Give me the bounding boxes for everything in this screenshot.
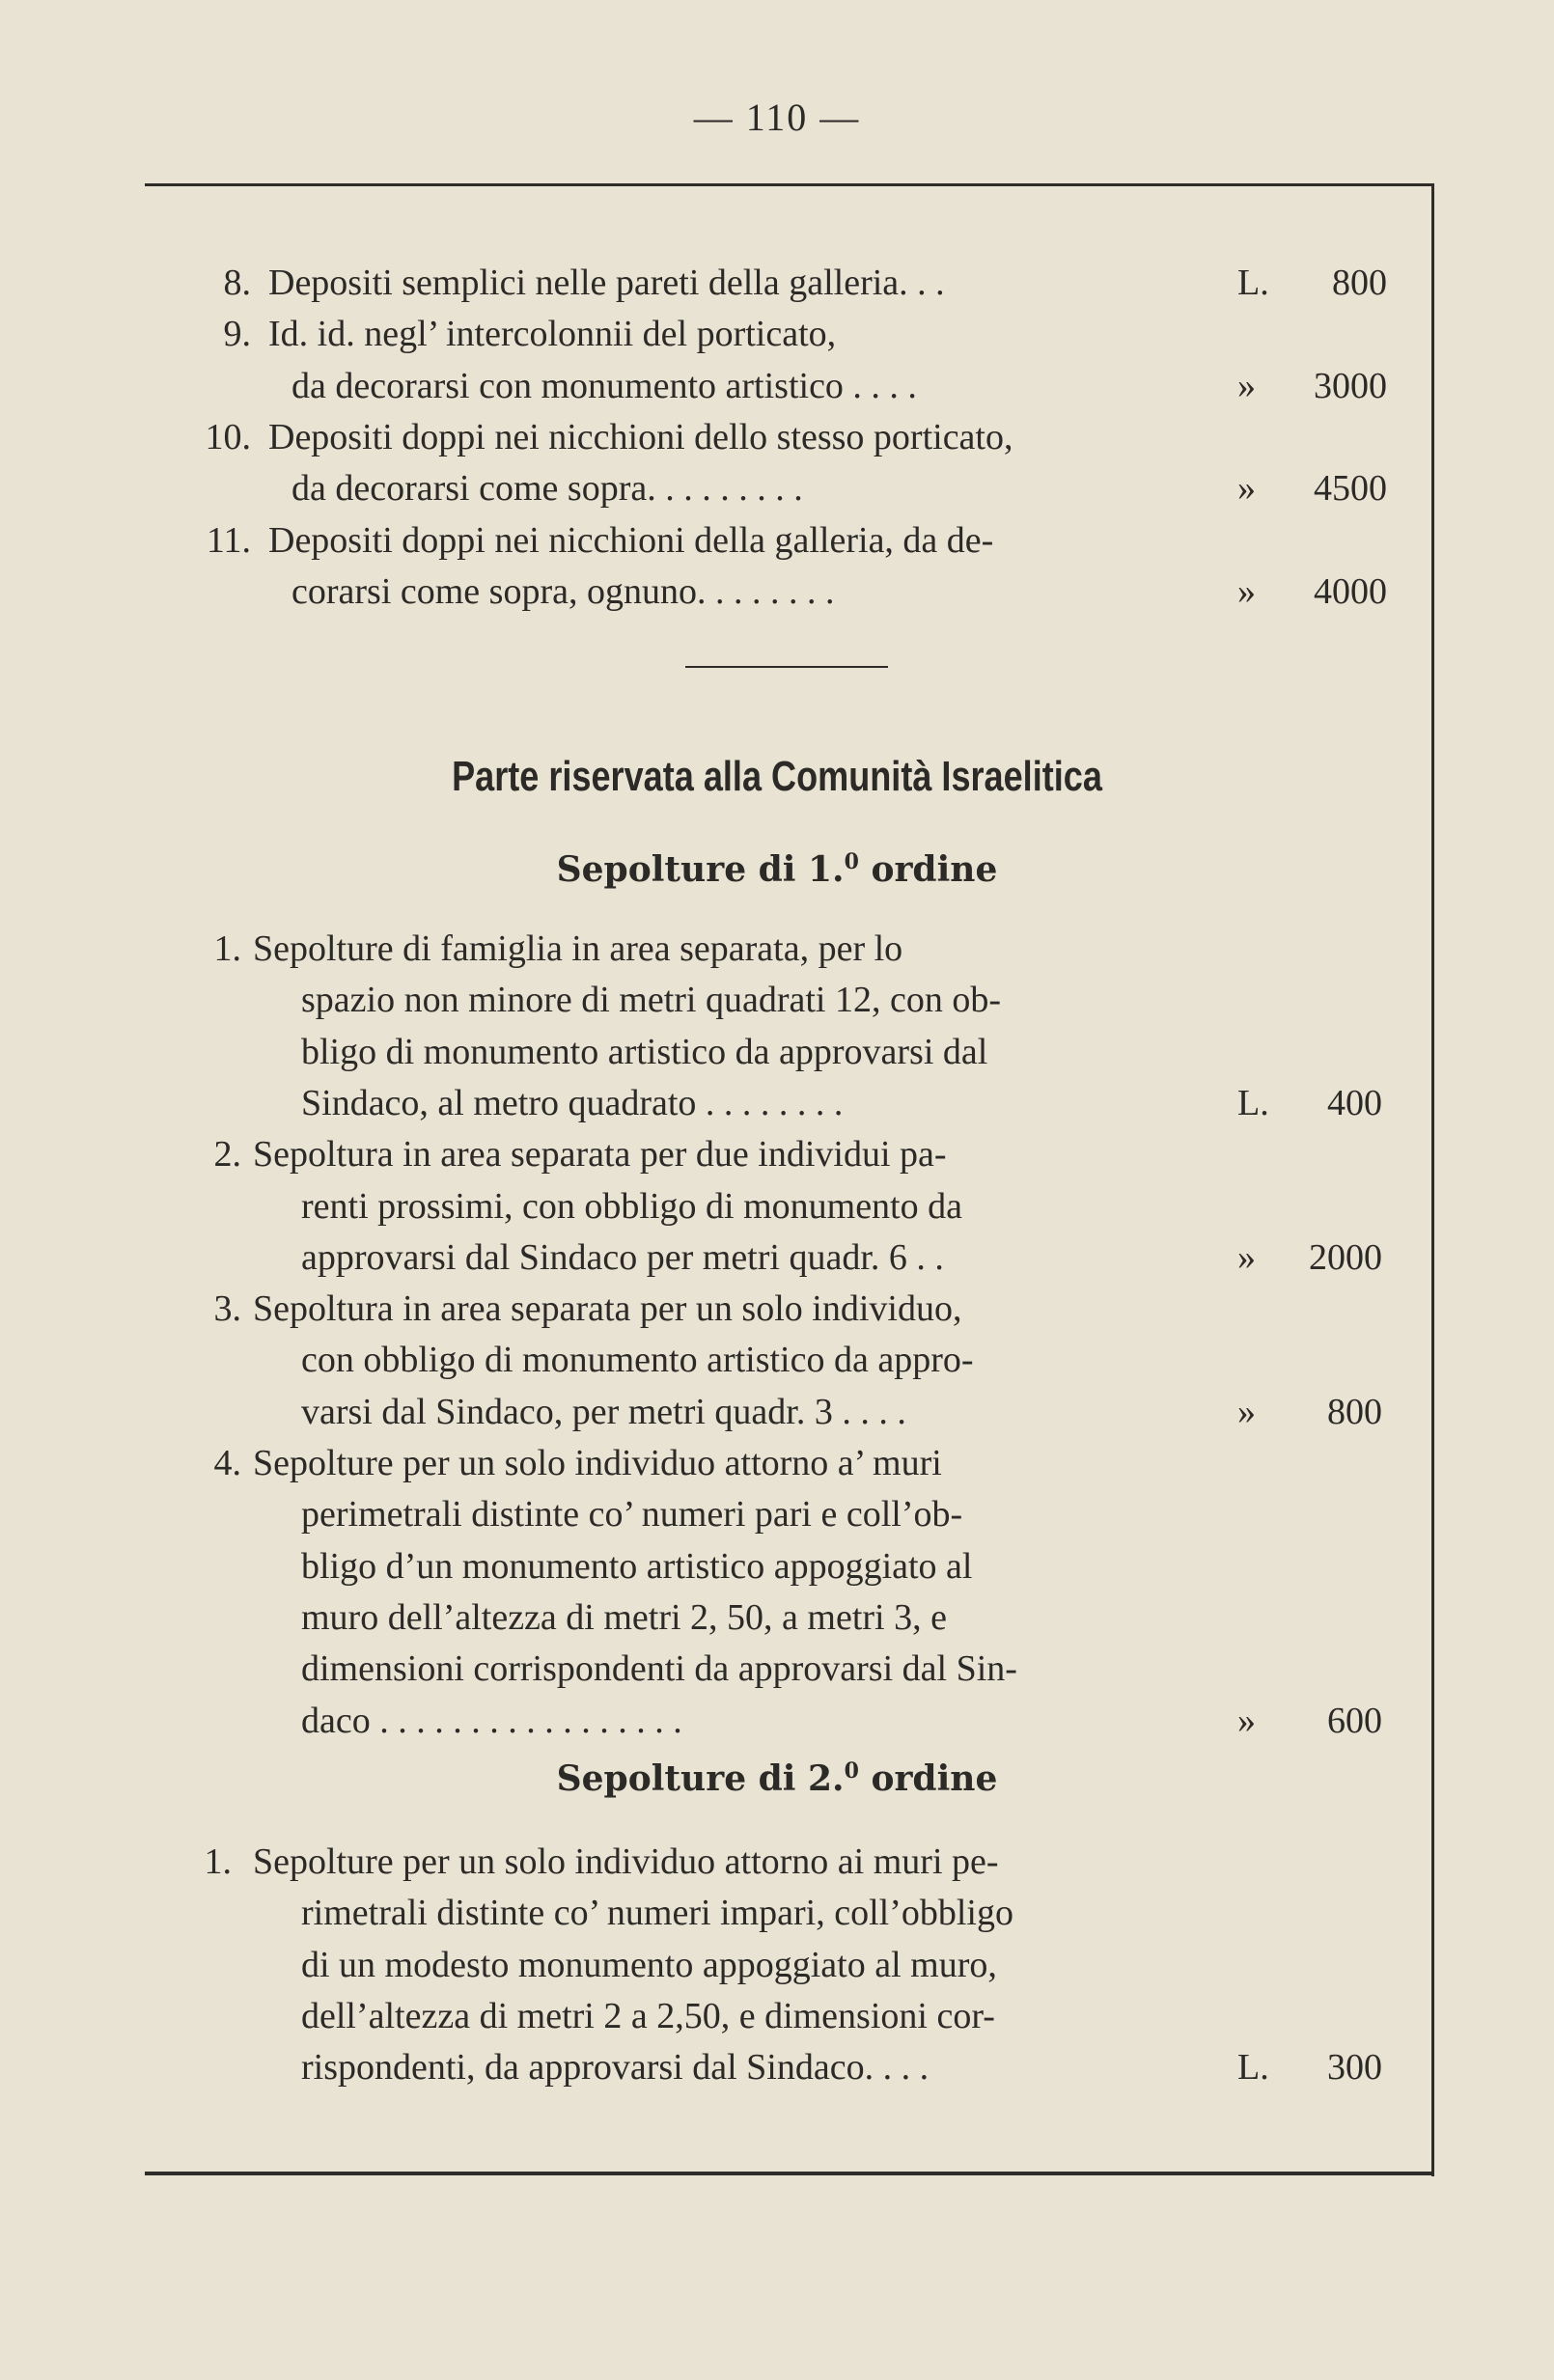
item-text: dimensioni corrispondenti da approvarsi dal Sin- (301, 1648, 1017, 1690)
list-item-line (0, 361, 1554, 411)
currency-mark: » (1237, 570, 1256, 612)
list-item-line (0, 1438, 1554, 1488)
list-item-line (0, 309, 1554, 359)
section-title: Parte riservata alla Comunità Israelitica (452, 753, 1102, 800)
list-item-line (0, 1078, 1554, 1128)
item-text: da decorarsi come sopra. . . . . . . . . (291, 468, 803, 510)
item-text: di un modesto monumento appoggiato al muro, (301, 1944, 997, 1985)
item-number: 3. (213, 1288, 241, 1330)
item-text: Sepoltura in area separata per un solo individuo, (253, 1288, 962, 1330)
list-item-line (0, 2042, 1554, 2092)
second-order-title-sup: 0 (844, 1758, 859, 1784)
item-number: 2. (213, 1134, 241, 1176)
list-item-line (0, 567, 1554, 617)
item-text: muro dell’altezza di metri 2, 50, a metri 3, e (301, 1596, 947, 1638)
item-text: Sepolture per un solo individuo attorno ai muri pe- (253, 1841, 999, 1882)
currency-mark: L. (1237, 263, 1269, 303)
list-item-line (0, 1888, 1554, 1938)
item-text: Sepolture per un solo individuo attorno a’ muri (253, 1443, 942, 1483)
item-text: Sepolture di famiglia in area separata, per lo (253, 928, 903, 969)
item-text: bligo d’un monumento artistico appoggiato al (301, 1545, 973, 1587)
first-order-title-text: Sepolture di 1. (556, 849, 845, 890)
item-text: varsi dal Sindaco, per metri quadr. 3 . . . . (301, 1391, 906, 1432)
list-item-line (0, 463, 1554, 513)
currency-mark: » (1237, 468, 1256, 510)
item-text: Depositi doppi nei nicchioni dello stesso porticato, (268, 416, 1013, 457)
item-number: 8. (223, 263, 251, 303)
item-text: da decorarsi con monumento artistico . . . . (291, 365, 917, 406)
currency-mark: » (1237, 1391, 1256, 1432)
list-item-line (0, 1940, 1554, 1990)
item-amount: 2000 (1309, 1236, 1382, 1278)
item-text: dell’altezza di metri 2 a 2,50, e dimensioni cor- (301, 1995, 995, 2036)
list-item-line (0, 258, 1554, 308)
item-amount: 4000 (1314, 570, 1387, 612)
list-item-line (0, 1232, 1554, 1283)
item-text: rispondenti, da approvarsi dal Sindaco. . . . (301, 2047, 930, 2089)
item-number: 10. (205, 416, 251, 457)
item-text: Depositi semplici nelle pareti della galleria. . . (268, 263, 945, 303)
currency-mark: » (1237, 1236, 1256, 1278)
item-amount: 400 (1327, 1082, 1382, 1123)
item-text: perimetrali distinte co’ numeri pari e coll’ob- (301, 1494, 963, 1536)
second-order-title-end: ordine (858, 1758, 998, 1799)
currency-mark: » (1237, 365, 1256, 406)
item-text: Depositi doppi nei nicchioni della galleria, da de- (268, 519, 994, 561)
list-item-line (0, 1181, 1554, 1232)
list-item-line (0, 1284, 1554, 1334)
list-item-line (0, 975, 1554, 1025)
second-order-title (0, 1758, 1554, 1799)
item-number: 1. (204, 1841, 232, 1882)
item-amount: 800 (1332, 263, 1387, 303)
item-amount: 300 (1327, 2047, 1382, 2089)
list-item-line (0, 1541, 1554, 1591)
item-amount: 4500 (1314, 468, 1387, 510)
currency-mark: L. (1237, 1082, 1269, 1123)
currency-mark: » (1237, 1700, 1256, 1741)
item-text: rimetrali distinte co’ numeri impari, coll’obbligo (301, 1893, 1013, 1934)
list-item-line (0, 1489, 1554, 1539)
item-text: bligo di monumento artistico da approvarsi dal (301, 1031, 988, 1072)
item-text: renti prossimi, con obbligo di monumento da (301, 1185, 962, 1227)
item-number: 11. (206, 519, 251, 561)
item-amount: 600 (1327, 1700, 1382, 1741)
item-text: approvarsi dal Sindaco per metri quadr. 6 . . (301, 1236, 944, 1278)
second-order-title-text: Sepolture di 2. (556, 1758, 845, 1799)
list-item-line (0, 1696, 1554, 1746)
item-text: Sindaco, al metro quadrato . . . . . . . . (301, 1082, 844, 1123)
item-number: 9. (223, 314, 251, 355)
item-amount: 3000 (1314, 365, 1387, 406)
list-item-line (0, 1387, 1554, 1437)
list-item-line (0, 924, 1554, 974)
item-text: spazio non minore di metri quadrati 12, con ob- (301, 980, 1001, 1021)
list-item-line (0, 1592, 1554, 1643)
list-item-line (0, 1991, 1554, 2041)
item-number: 1. (213, 928, 241, 969)
first-order-title (0, 849, 1554, 890)
list-item-line (0, 1335, 1554, 1385)
item-text: corarsi come sopra, ognuno. . . . . . . . (291, 570, 835, 612)
item-amount: 800 (1327, 1391, 1382, 1432)
currency-mark: L. (1237, 2047, 1269, 2089)
page-number: — 110 — (693, 96, 861, 139)
item-number: 4. (213, 1443, 241, 1483)
item-text: Sepoltura in area separata per due individui pa- (253, 1134, 947, 1176)
item-text: Id. id. negl’ intercolonnii del porticato, (268, 314, 837, 355)
list-item-line (0, 412, 1554, 462)
separator-rule (685, 666, 888, 668)
list-item-line (0, 1027, 1554, 1077)
bottom-rule (145, 2172, 1434, 2175)
first-order-title-end: ordine (858, 849, 998, 890)
list-item-line (0, 515, 1554, 566)
list-item-line (0, 1837, 1554, 1887)
first-order-title-sup: 0 (844, 849, 859, 874)
item-text: con obbligo di monumento artistico da appro- (301, 1340, 974, 1381)
list-item-line (0, 1129, 1554, 1179)
list-item-line (0, 1644, 1554, 1694)
item-text: daco . . . . . . . . . . . . . . . . . (301, 1700, 682, 1741)
